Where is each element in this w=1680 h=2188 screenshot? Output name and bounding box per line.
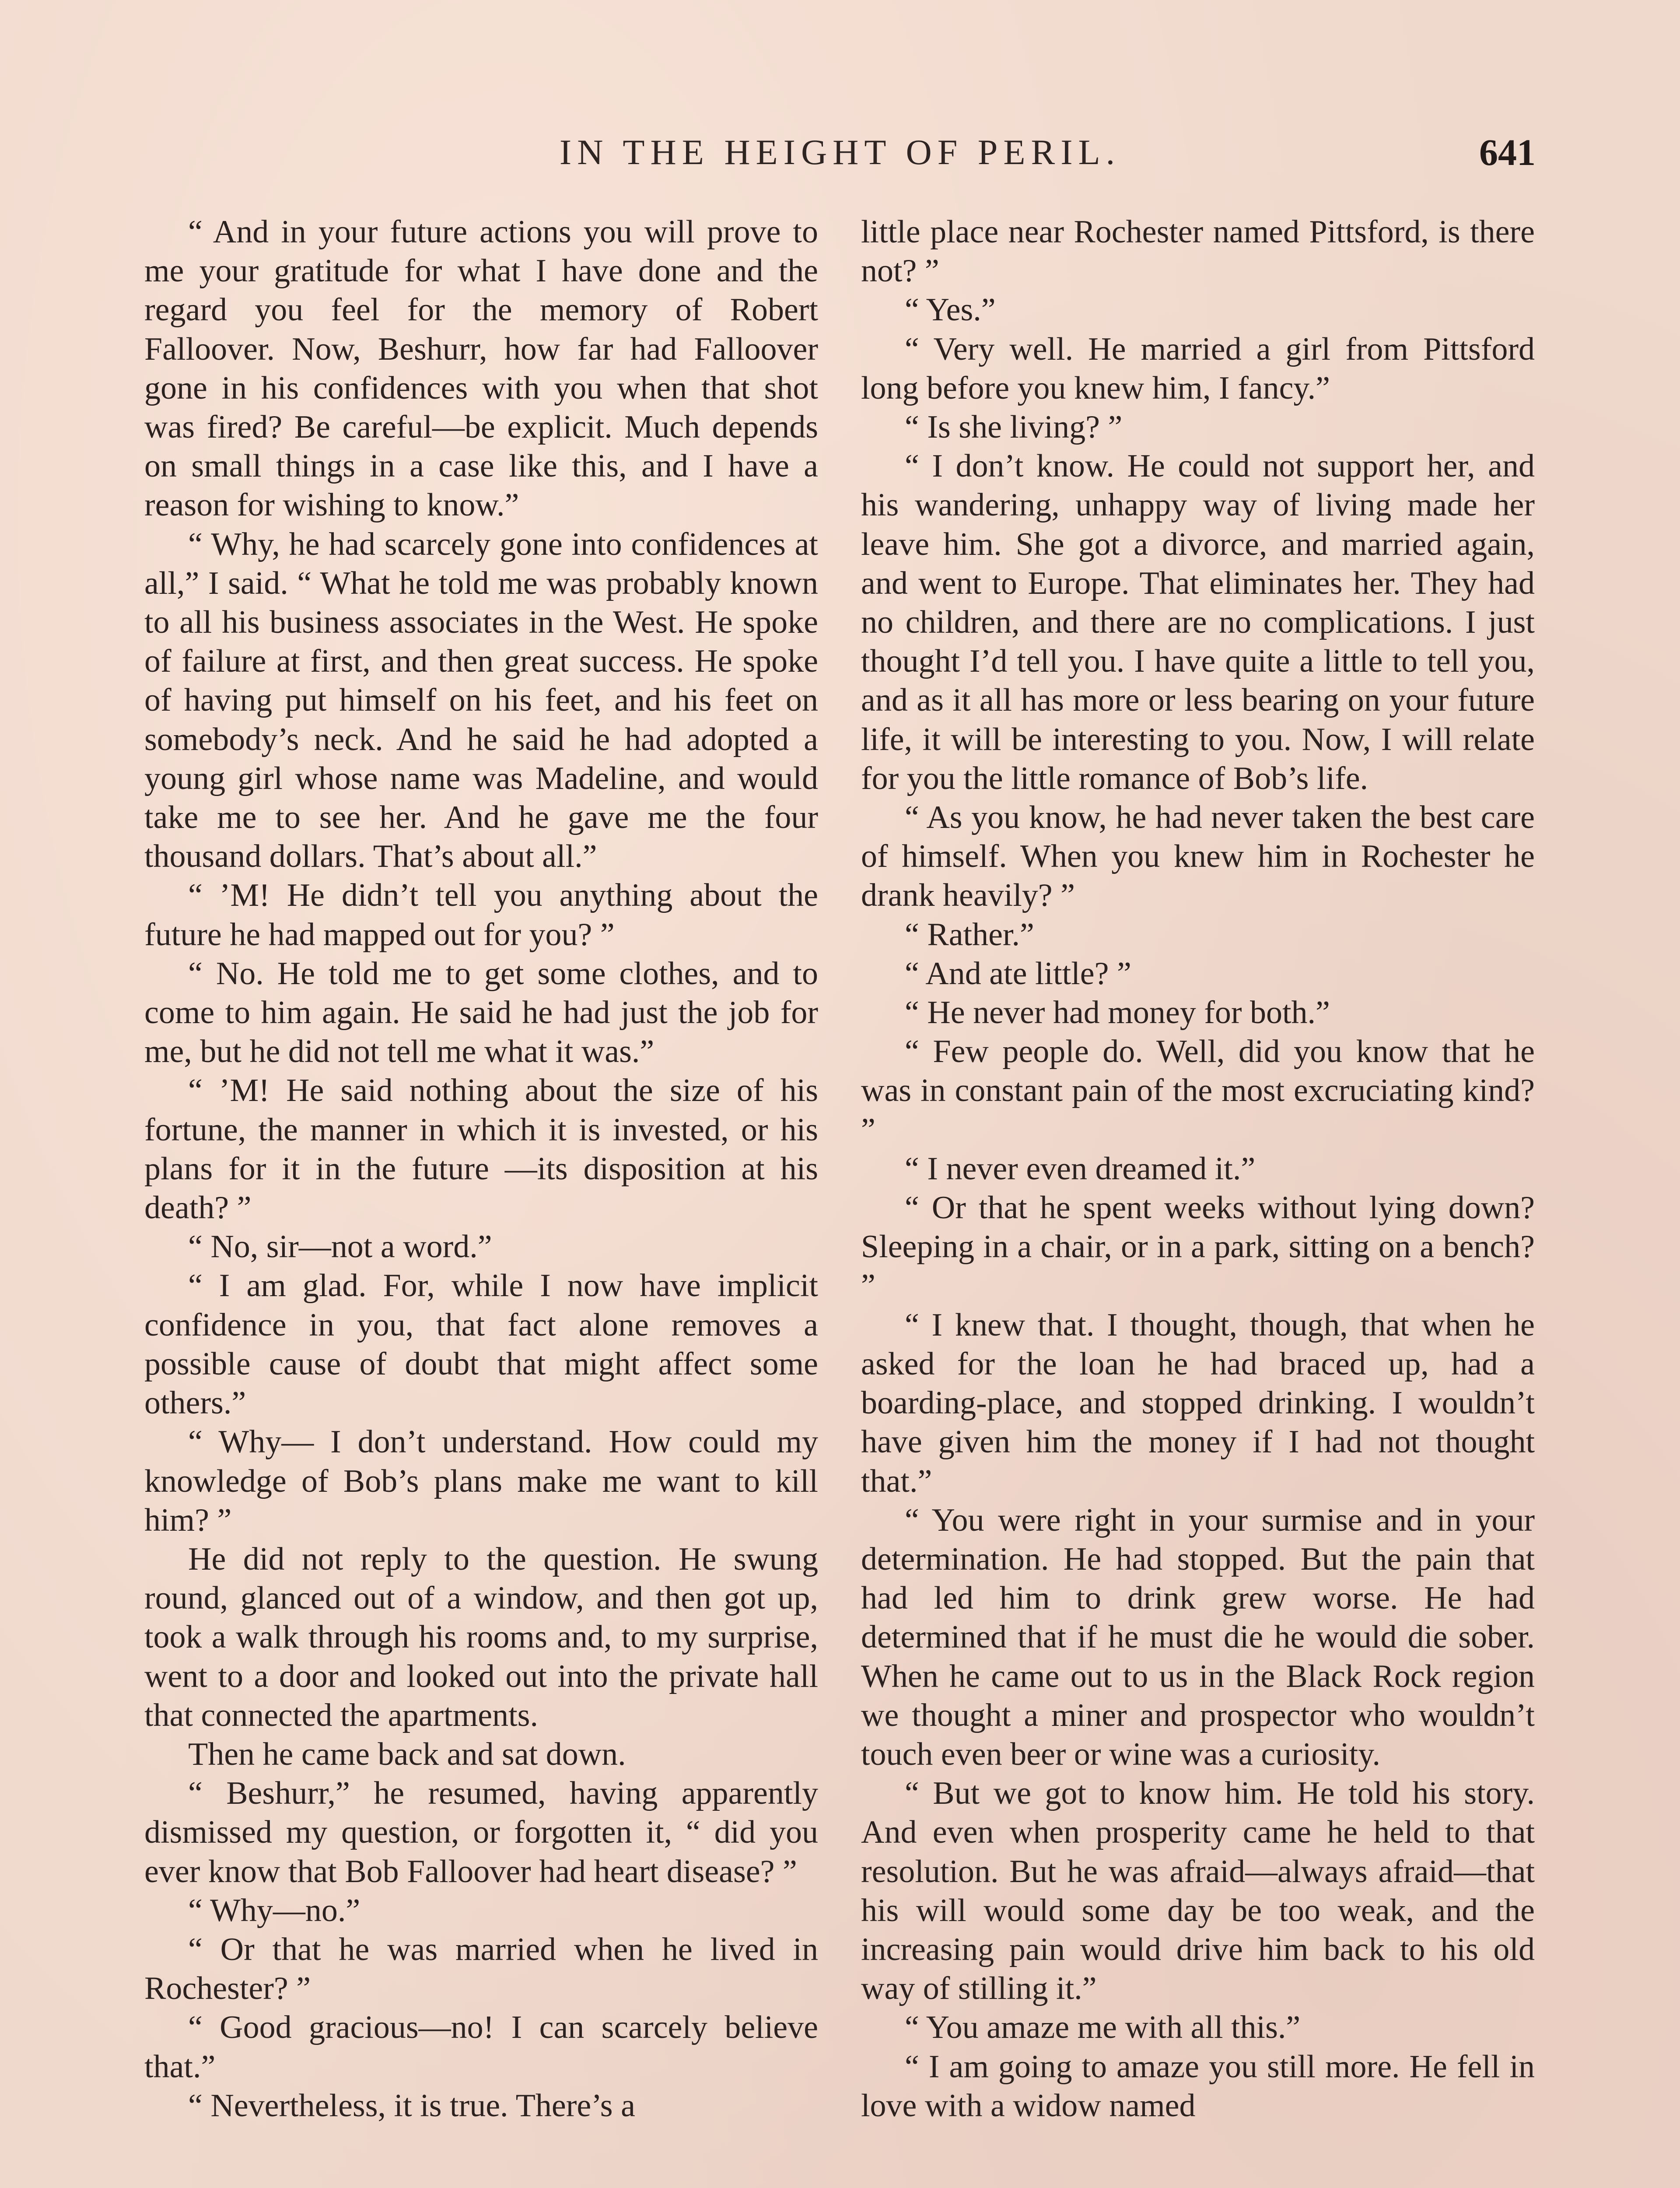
paragraph: “ I never even dreamed it.”	[905, 1150, 1256, 1187]
paragraph: “ I am glad. For, while I now have implicit confidence in you, that fact alone removes a possible cause of doubt that might affect some others.”	[144, 1268, 818, 1421]
paragraph: “ Why, he had scarcely gone into confidences at all,” I said. “ What he told me was probably known to all his business associates in the West. He spoke of failure at first, and then great success. He spoke of having put himself on his feet, and his feet on somebody’s neck. And he said he had adopted a young girl whose name was Madeline, and would take me to see her. And he gave me the four thousand dollars. That’s about all.”	[144, 526, 818, 875]
paragraph: “ But we got to know him. He told his story. And even when prosperity came he held to that resolution. But he was afraid—always afraid—that his will would some day be too weak, and the increasing pain would drive him back to his old way of stilling it.”	[861, 1775, 1535, 2007]
paragraph: “ ’M! He said nothing about the size of his fortune, the manner in which it is invested, or his plans for it in the future —its disposition at his death? ”	[144, 1073, 818, 1226]
paragraph: “ You were right in your surmise and in your determination. He had stopped. But the pain that had led him to drink grew worse. He had determined that if he must die he would die sober. When he came out to us in the Black Rock region we thought a miner and prospector who wouldn’t touch even beer or wine was a curiosity.	[861, 1502, 1535, 1772]
paragraph: “ Why— I don’t understand. How could my knowledge of Bob’s plans make me want to kill him? ”	[144, 1424, 818, 1538]
right-column	[861, 213, 1535, 2125]
paragraph: little place near Rochester named Pittsford, is there not? ”	[861, 214, 1535, 289]
running-title: IN THE HEIGHT OF PERIL.	[559, 132, 1121, 172]
paragraph: Then he came back and sat down.	[188, 1736, 626, 1772]
paragraph: “ As you know, he had never taken the best care of himself. When you knew him in Rochester he drank heavily? ”	[861, 799, 1535, 914]
paragraph: “ Or that he spent weeks without lying down? Sleeping in a chair, or in a park, sitting on a bench? ”	[861, 1190, 1535, 1304]
paragraph: “ No. He told me to get some clothes, and to come to him again. He said he had just the job for me, but he did not tell me what it was.”	[144, 955, 818, 1070]
paragraph: “ Good gracious—no! I can scarcely believe that.”	[144, 2009, 818, 2085]
paragraph: “ And ate little? ”	[905, 955, 1131, 992]
paragraph: “ Nevertheless, it is true. There’s a	[188, 2087, 635, 2124]
paragraph: “ Few people do. Well, did you know that he was in constant pain of the most excruciating kind? ”	[861, 1034, 1535, 1148]
paragraph: “ Very well. He married a girl from Pittsford long before you knew him, I fancy.”	[861, 331, 1535, 406]
running-head	[144, 126, 1536, 179]
paragraph: “ No, sir—not a word.”	[188, 1229, 492, 1265]
paragraph: “ Is she living? ”	[905, 409, 1123, 445]
paragraph: “ Why—no.”	[188, 1892, 360, 1929]
left-column	[144, 213, 818, 2125]
paragraph: “ Rather.”	[905, 916, 1034, 953]
paragraph: He did not reply to the question. He swung round, glanced out of a window, and then got up, took a walk through his rooms and, to my surprise, went to a door and looked out into the private hall that connected the apartments.	[144, 1541, 818, 1733]
paragraph: “ And in your future actions you will prove to me your gratitude for what I have done and the regard you feel for the memory of Robert Falloover. Now, Beshurr, how far had Falloover gone in his confidences with you when that shot was fired? Be careful—be explicit. Much depends on small things in a case like this, and I have a reason for wishing to know.”	[144, 214, 818, 523]
page-number: 641	[1479, 131, 1536, 173]
paragraph: “ Beshurr,” he resumed, having apparently dismissed my question, or forgotten it, “ did you ever know that Bob Falloover had heart disease? ”	[144, 1775, 818, 1890]
paragraph: “ Or that he was married when he lived in Rochester? ”	[144, 1931, 818, 2007]
paragraph: “ I knew that. I thought, though, that when he asked for the loan he had braced up, had a boarding-place, and stopped drinking. I wouldn’t have given him the money if I had not thought that.”	[861, 1307, 1535, 1499]
paragraph: “ He never had money for both.”	[905, 995, 1330, 1031]
paragraph: “ You amaze me with all this.”	[905, 2009, 1301, 2046]
paragraph: “ I am going to amaze you still more. He fell in love with a widow named	[861, 2048, 1535, 2124]
paragraph: “ Yes.”	[905, 292, 996, 328]
paragraph: “ ’M! He didn’t tell you anything about the future he had mapped out for you? ”	[144, 877, 818, 953]
paragraph: “ I don’t know. He could not support her, and his wandering, unhappy way of living made her leave him. She got a divorce, and married again, and went to Europe. That eliminates her. They had no children, and there are no complications. I just thought I’d tell you. I have quite a little to tell you, and as it all has more or less bearing on your future life, it will be interesting to you. Now, I will relate for you the little romance of Bob’s life.	[861, 448, 1535, 796]
